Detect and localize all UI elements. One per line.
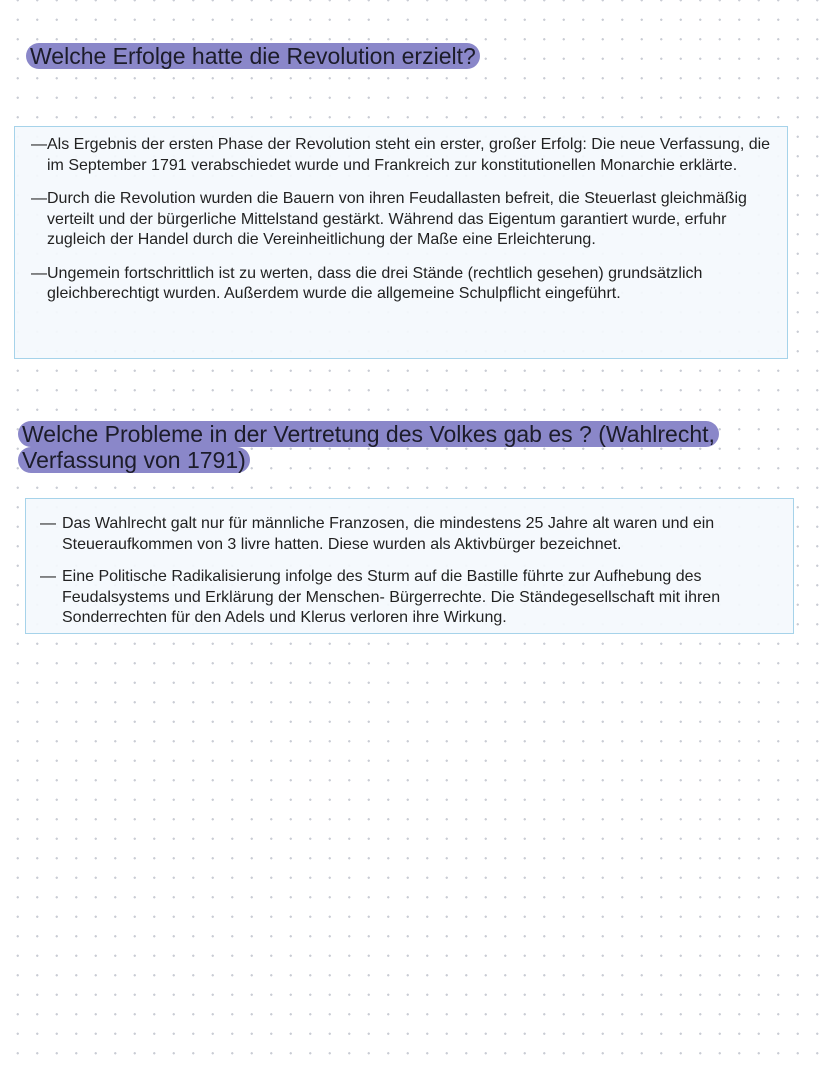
list-item-text: Ungemein fortschrittlich ist zu werten, dass die drei Stände (rechtlich gesehen) grundsätzlich gleichberechtigt wurden. Außerdem wurde die allgemeine Schulpflicht eingeführt. [47,264,703,302]
section1-heading-highlight: Welche Erfolge hatte die Revolution erzielt? [26,43,480,69]
dash-bullet-icon: — [40,515,56,532]
list-item-text: Eine Politische Radikalisierung infolge des Sturm auf die Bastille führte zur Aufhebung des Feudalsystems und Erklärung der Menschen- Bürgerrechte. Die Ständegesellschaft mit ihren Sonderrechten für den Adels und Klerus verloren ihre Wirkung. [62,568,721,626]
section2-heading-highlight: Welche Probleme in der Vertretung des Volkes gab es ? (Wahlrecht, Verfassung von 1791) [18,421,719,473]
list-item [31,264,781,305]
list-item-text: Das Wahlrecht galt nur für männliche Franzosen, die mindestens 25 Jahre alt waren und ein Steueraufkommen von 3 livre hatten. Diese wurden als Aktivbürger bezeichnet. [62,515,715,553]
list-item [40,514,789,555]
list-item [31,135,781,176]
dash-bullet-icon: — [40,568,56,585]
section1-heading [26,43,480,69]
dash-bullet-icon: — [31,190,47,207]
dash-bullet-icon: — [31,264,47,282]
list-item-text: Durch die Revolution wurden die Bauern von ihren Feudallasten befreit, die Steuerlast gleichmäßig verteilt und der bürgerliche Mittelstand gestärkt. Während das Eigentum garantiert wurde, erfuhr zugleich der Handel durch die Vereinheitlichung der Maße eine Erleichterung. [47,190,747,248]
section2-answer-box [25,498,794,634]
list-item [40,567,789,629]
section2-heading [18,421,738,473]
list-item-text: Als Ergebnis der ersten Phase der Revolution steht ein erster, großer Erfolg: Die neue Verfassung, die im September 1791 verabschiedet wurde und Frankreich zur konstitutionellen Monarchie erklärte. [47,136,771,174]
section1-answer-box [14,126,788,359]
list-item [31,189,781,251]
dash-bullet-icon: — [31,136,47,153]
